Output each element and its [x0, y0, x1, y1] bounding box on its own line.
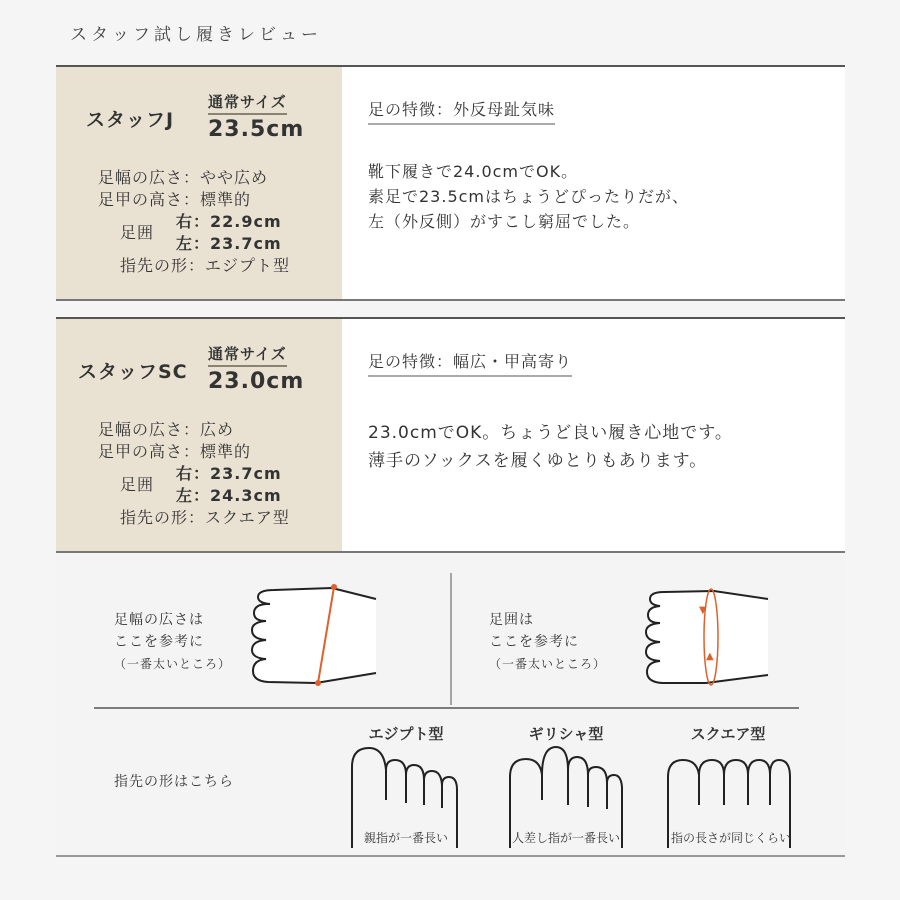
girth-guide-text: 足囲は ここを参考に （一番太いところ） — [489, 612, 607, 671]
staff-profile — [56, 319, 342, 551]
foot-feature: 足の特徴：外反母趾気味 — [368, 97, 555, 125]
foot-feature: 足の特徴：幅広・甲高寄り — [368, 349, 572, 377]
toe-shape-heading: 指先の形はこちら — [114, 774, 234, 790]
foot-girth-illustration — [646, 589, 768, 685]
review-comment: 靴下履きで24.0cmでOK。 素足で23.5cmはちょうどぴったりだが、 左（外反側）がすこし窮屈でした。 — [368, 162, 690, 231]
staff-profile — [56, 67, 342, 299]
toe-type-name: ギリシャ型 — [528, 725, 604, 743]
toe-type-caption: 人差し指が一番長い — [511, 831, 620, 845]
arrow-up-icon: ▲ — [706, 651, 714, 662]
review-comment: 23.0cmでOK。ちょうど良い履き心地です。 薄手のソックスを履くゆとりもあります。 — [368, 423, 733, 471]
size-value: 23.0cm — [208, 369, 305, 394]
size-label: 通常サイズ — [208, 91, 287, 115]
girth-left: 左：23.7cm — [176, 234, 282, 253]
toe-row: 指先の形：スクエア型 — [120, 508, 290, 527]
girth-right: 右：23.7cm — [176, 464, 282, 483]
arrow-down-icon: ▼ — [699, 605, 707, 616]
measure-point-icon — [331, 584, 337, 590]
foot-diagrams — [56, 555, 845, 857]
size-value: 23.5cm — [208, 117, 305, 142]
staff-name: スタッフSC — [78, 361, 188, 383]
toe-type-caption: 指の長さが同じくらい — [670, 831, 791, 845]
width-guide-text: 足幅の広さは ここを参考に （一番太いところ） — [114, 612, 232, 671]
staff-card-sc — [56, 317, 845, 553]
page-title: スタッフ試し履きレビュー — [70, 25, 322, 45]
foot-width-illustration — [252, 587, 376, 683]
girth-label: 足囲 — [120, 475, 155, 494]
staff-name: スタッフJ — [86, 109, 175, 131]
toe-row: 指先の形：エジプト型 — [120, 256, 291, 275]
size-label: 通常サイズ — [208, 343, 287, 367]
staff-card-j — [56, 65, 845, 301]
girth-label: 足囲 — [120, 223, 155, 242]
measure-point-icon — [315, 680, 321, 686]
width-row: 足幅の広さ：広め — [98, 420, 235, 439]
girth-right: 右：22.9cm — [176, 212, 282, 231]
toe-type-name: スクエア型 — [690, 725, 766, 743]
instep-row: 足甲の高さ：標準的 — [98, 442, 252, 461]
measurement-guide — [56, 555, 845, 857]
width-row: 足幅の広さ：やや広め — [98, 168, 269, 187]
girth-left: 左：24.3cm — [176, 486, 282, 505]
toe-type-caption: 親指が一番長い — [363, 831, 448, 845]
instep-row: 足甲の高さ：標準的 — [98, 190, 252, 209]
toe-type-name: エジプト型 — [368, 725, 444, 743]
